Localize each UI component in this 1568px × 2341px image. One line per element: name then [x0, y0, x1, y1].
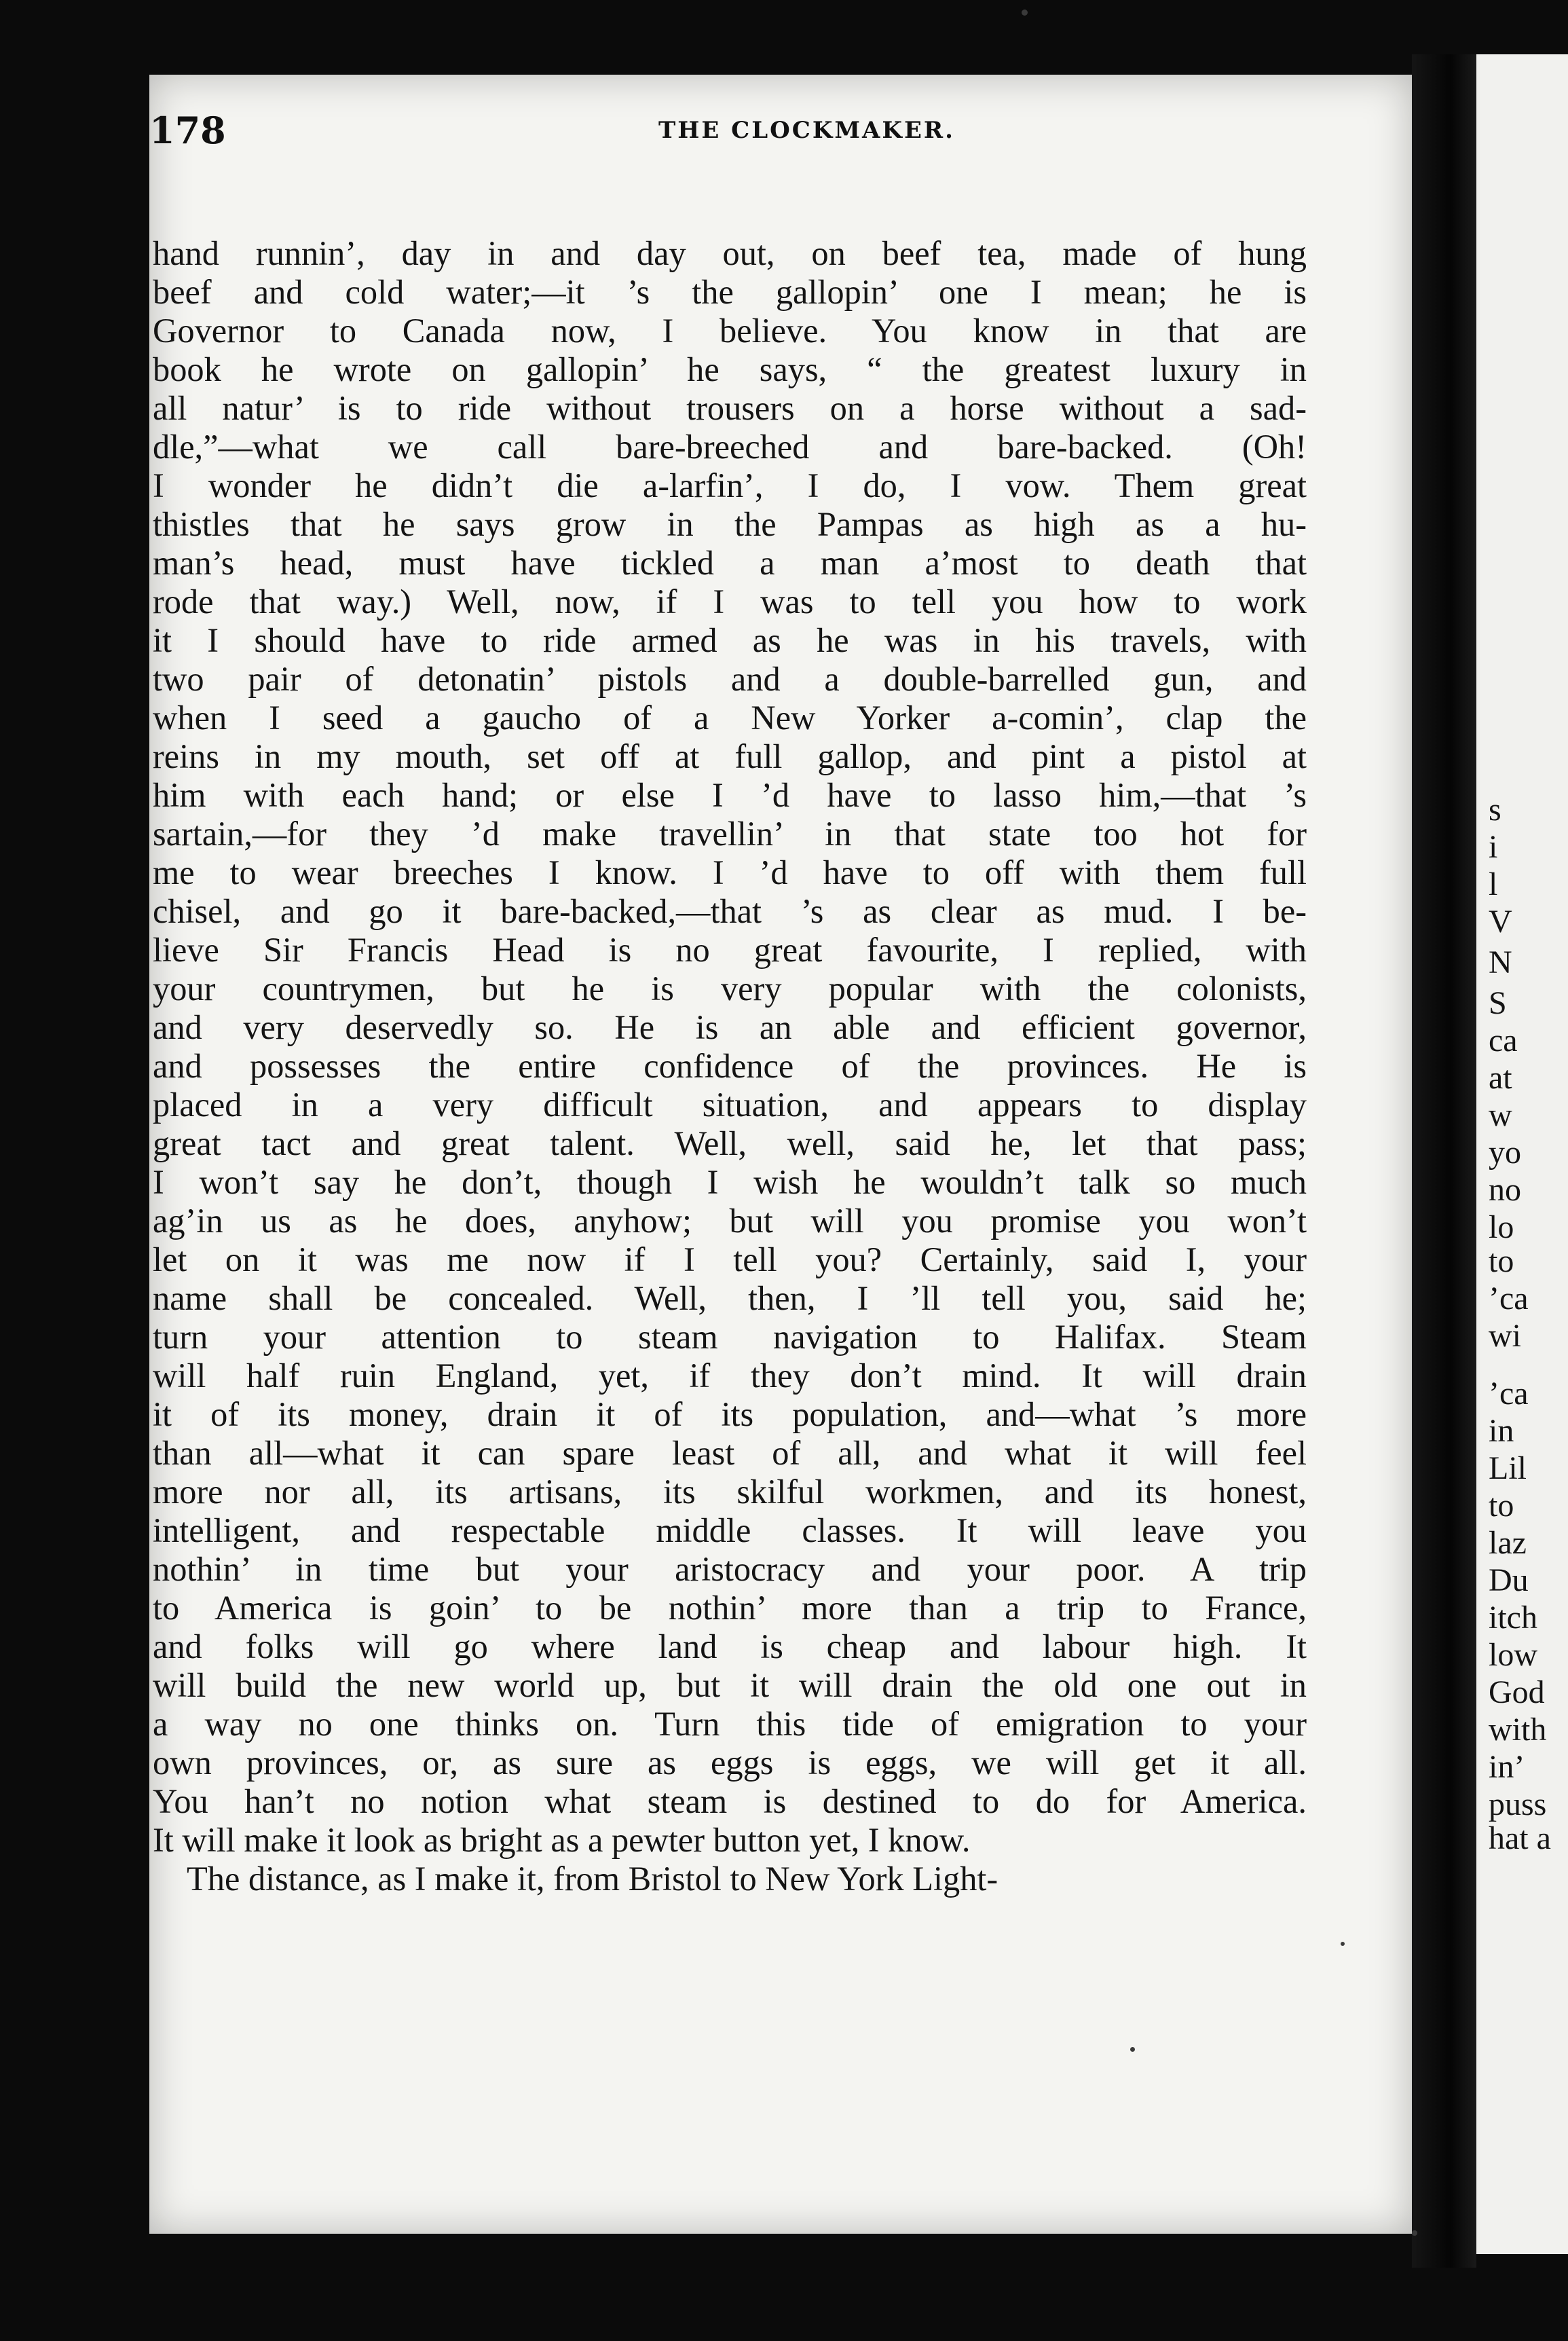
scan-speck	[1022, 10, 1028, 16]
facing-page-fragment: i	[1489, 829, 1498, 865]
facing-page-fragment: with	[1489, 1712, 1547, 1748]
text-line: The distance, as I make it, from Bristol to New York Light-	[187, 1860, 998, 1898]
text-line: your countrymen, but he is very popular with the colonists,	[153, 970, 1307, 1008]
facing-page-fragment: wi	[1489, 1318, 1521, 1354]
facing-page-fragment: V	[1489, 904, 1512, 940]
facing-page-fragment: ca	[1489, 1022, 1518, 1058]
text-line: name shall be concealed. Well, then, I ’ll tell you, said he;	[153, 1279, 1307, 1317]
facing-page-fragment: laz	[1489, 1525, 1527, 1561]
text-line: lieve Sir Francis Head is no great favourite, I replied, with	[153, 931, 1307, 969]
facing-page-fragment: yo	[1489, 1135, 1521, 1170]
text-line: I wonder he didn’t die a-larfin’, I do, I vow. Them great	[153, 466, 1307, 504]
facing-page-fragment: l	[1489, 866, 1498, 902]
page-number: 178	[149, 109, 226, 152]
text-line: let on it was me now if I tell you? Certainly, said I, your	[153, 1240, 1307, 1278]
facing-page-fragment: ’ca	[1489, 1280, 1529, 1316]
text-line: and very deservedly so. He is an able and efficient governor,	[153, 1008, 1307, 1046]
text-line: and possesses the entire confidence of the provinces. He is	[153, 1047, 1307, 1085]
facing-page-fragment: lo	[1489, 1209, 1514, 1245]
text-line: to America is goin’ to be nothin’ more than a trip to France,	[153, 1589, 1307, 1627]
text-line: than all—what it can spare least of all, and what it will feel	[153, 1434, 1307, 1472]
text-line: and folks will go where land is cheap and labour high. It	[153, 1627, 1307, 1665]
text-line: dle,”—what we call bare-breeched and bare-backed. (Oh!	[153, 428, 1307, 466]
facing-page-fragment: itch	[1489, 1600, 1537, 1636]
facing-page-fragment: to	[1489, 1488, 1514, 1524]
text-line: turn your attention to steam navigation to Halifax. Steam	[153, 1318, 1307, 1356]
facing-page-fragment: hat a	[1489, 1820, 1551, 1856]
book-gutter	[1412, 54, 1476, 2268]
text-line: own provinces, or, as sure as eggs is eggs, we will get it all.	[153, 1744, 1307, 1782]
running-title: THE CLOCKMAKER.	[658, 117, 955, 144]
facing-page-fragment: at	[1489, 1060, 1512, 1096]
scan-speck	[1412, 2230, 1417, 2236]
facing-page-fragment: God	[1489, 1674, 1545, 1710]
text-line: rode that way.) Well, now, if I was to tell you how to work	[153, 583, 1307, 621]
facing-page-fragment: no	[1489, 1172, 1521, 1208]
text-line: Governor to Canada now, I believe. You know in that are	[153, 312, 1307, 350]
facing-page-edge	[1476, 54, 1568, 2254]
running-head	[149, 109, 1303, 163]
facing-page-fragment: w	[1489, 1097, 1512, 1133]
text-line: all natur’ is to ride without trousers on a horse without a sad-	[153, 389, 1307, 427]
text-line: it of its money, drain it of its population, and—what ’s more	[153, 1395, 1307, 1433]
facing-page-fragment: puss	[1489, 1786, 1547, 1822]
text-line: a way no one thinks on. Turn this tide of emigration to your	[153, 1705, 1307, 1743]
text-line: beef and cold water;—it ’s the gallopin’ one I mean; he is	[153, 273, 1307, 311]
text-line: me to wear breeches I know. I ’d have to off with them full	[153, 853, 1307, 891]
facing-page-fragment: S	[1489, 985, 1507, 1021]
facing-page-fragment: ’ca	[1489, 1376, 1529, 1412]
facing-page-fragment: N	[1489, 944, 1512, 980]
text-line: great tact and great talent. Well, well, said he, let that pass;	[153, 1124, 1307, 1162]
text-line: when I seed a gaucho of a New Yorker a-comin’, clap the	[153, 699, 1307, 737]
text-line: will build the new world up, but it will drain the old one out in	[153, 1666, 1307, 1704]
text-line: book he wrote on gallopin’ he says, “ the greatest luxury in	[153, 350, 1307, 388]
text-line: sartain,—for they ’d make travellin’ in that state too hot for	[153, 815, 1307, 853]
text-line: ag’in us as he does, anyhow; but will you promise you won’t	[153, 1202, 1307, 1240]
facing-page-fragment: to	[1489, 1243, 1514, 1279]
text-line: placed in a very difficult situation, and appears to display	[153, 1086, 1307, 1124]
body-text	[153, 234, 1307, 1898]
facing-page-fragment: Lil	[1489, 1450, 1527, 1486]
text-line: reins in my mouth, set off at full gallop, and pint a pistol at	[153, 737, 1307, 775]
text-line: chisel, and go it bare-backed,—that ’s as clear as mud. I be-	[153, 892, 1307, 930]
scan-speck	[1341, 1942, 1345, 1946]
text-line: more nor all, its artisans, its skilful workmen, and its honest,	[153, 1473, 1307, 1511]
text-line: will half ruin England, yet, if they don’t mind. It will drain	[153, 1357, 1307, 1395]
facing-page-fragment: s	[1489, 792, 1501, 828]
facing-page-fragment: Du	[1489, 1562, 1529, 1598]
text-line: It will make it look as bright as a pewter button yet, I know.	[153, 1821, 971, 1859]
text-line: him with each hand; or else I ’d have to lasso him,—that ’s	[153, 776, 1307, 814]
text-line: nothin’ in time but your aristocracy and your poor. A trip	[153, 1550, 1307, 1588]
text-line: thistles that he says grow in the Pampas as high as a hu-	[153, 505, 1307, 543]
text-line: intelligent, and respectable middle classes. It will leave you	[153, 1511, 1307, 1549]
text-line: hand runnin’, day in and day out, on beef tea, made of hung	[153, 234, 1307, 272]
facing-page-fragment: in	[1489, 1413, 1514, 1449]
text-line: I won’t say he don’t, though I wish he wouldn’t talk so much	[153, 1163, 1307, 1201]
text-line: man’s head, must have tickled a man a’most to death that	[153, 544, 1307, 582]
facing-page-fragment: in’	[1489, 1749, 1525, 1785]
text-line: You han’t no notion what steam is destined to do for America.	[153, 1782, 1307, 1820]
facing-page-fragment: low	[1489, 1637, 1537, 1673]
scan-speck	[1130, 2047, 1135, 2052]
text-line: it I should have to ride armed as he was in his travels, with	[153, 621, 1307, 659]
text-line: two pair of detonatin’ pistols and a double-barrelled gun, and	[153, 660, 1307, 698]
